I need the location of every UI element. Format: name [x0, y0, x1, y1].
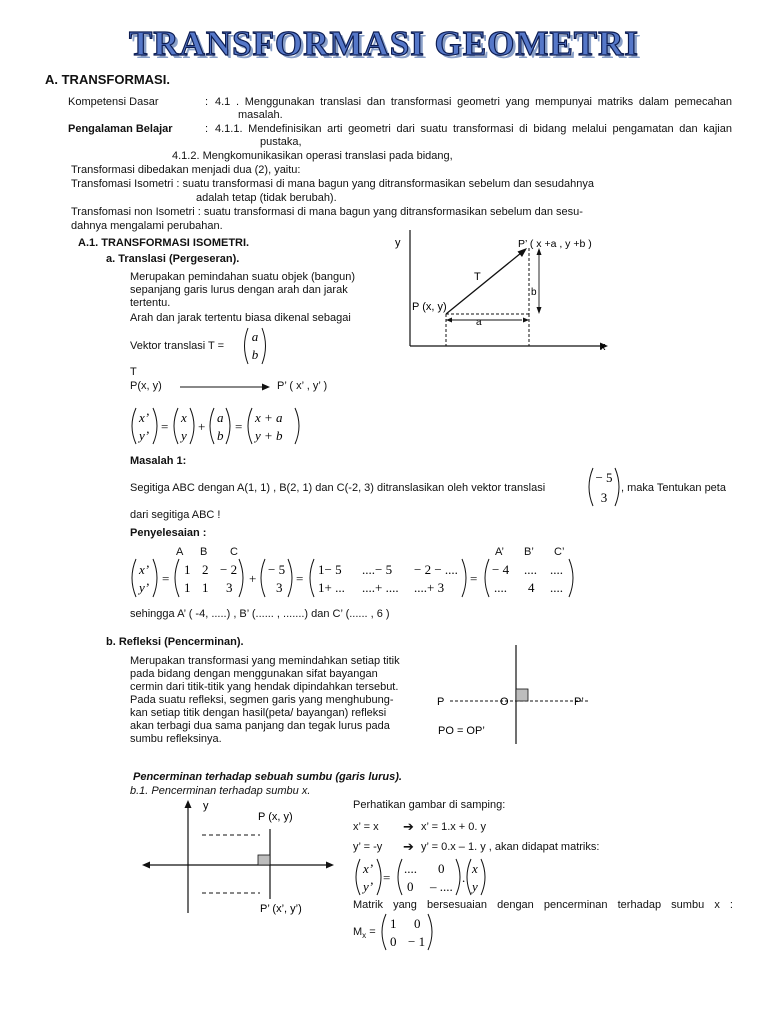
mm-r1c3: − 2	[220, 562, 238, 577]
section-heading: A. TRANSFORMASI.	[45, 72, 170, 87]
refleksi-text-3: cermin dari titik-titik yang hendak dipindahkan tersebut.	[130, 681, 399, 693]
hdr-C: C	[230, 546, 238, 558]
mm-s1c1: 1− 5	[318, 562, 342, 577]
intro-line4: Transfomasi non Isometri : suatu transformasi di mana bagun yang ditransformasikan sebelum dan sesu-	[71, 206, 583, 218]
mm-t2c2: 4	[528, 580, 535, 595]
refleksi-po-eq: PO = OP’	[438, 725, 485, 737]
masalah-heading: Masalah 1:	[130, 455, 187, 467]
refleksi-P2: P’	[574, 696, 584, 708]
mm-r2c3: 3	[226, 580, 233, 595]
refleksi-text-5: kan setiap titik dengan hasil(peta/ bayangan) refleksi	[130, 707, 387, 719]
mm-x1: x’	[139, 562, 150, 577]
masalah-matrix-equation	[128, 556, 578, 600]
arrow-icon: ➔	[403, 839, 414, 854]
sumbu-sub: b.1. Pencerminan terhadap sumbu x.	[130, 785, 311, 797]
arrow-icon: ➔	[403, 819, 414, 834]
translasi-text-1: Merupakan pemindahan suatu objek (bangun)	[130, 271, 356, 283]
mm-t1c1: − 4	[492, 562, 510, 577]
mm-t2c1: ....	[494, 580, 507, 595]
eq1-a: a	[217, 410, 224, 425]
mm-eq2: =	[296, 571, 304, 586]
mm-s2c1: 1+ ...	[318, 580, 345, 595]
masalah-text: Segitiga ABC dengan A(1, 1) , B(2, 1) dan C(-2, 3) ditranslasikan oleh vektor translasi	[130, 482, 546, 494]
sumbu-matrix-equation	[352, 856, 492, 898]
graph1-b-label: b	[531, 287, 537, 298]
mm-v1: − 5	[268, 562, 286, 577]
graph1-T-label: T	[474, 271, 481, 283]
translasi-heading: a. Translasi (Pergeseran).	[106, 253, 240, 265]
refleksi-heading: b. Refleksi (Pencerminan).	[106, 636, 244, 648]
eq1-xa: x + a	[255, 410, 283, 425]
hdr-A2: A’	[495, 546, 504, 558]
mm-y1: y’	[139, 580, 150, 595]
eq1-plus: +	[198, 419, 206, 434]
mapping-T: T	[130, 366, 137, 378]
mx-sub: x	[362, 931, 367, 941]
graph1-x-label: x	[600, 341, 606, 353]
mm-r2c2: 1	[202, 580, 209, 595]
sm-m11: ....	[404, 861, 417, 876]
hdr-B2: B’	[524, 546, 534, 558]
masalah-text-after: , maka Tentukan peta	[621, 482, 726, 494]
eq2-left: y’ = -y	[353, 841, 383, 853]
refleksi-O: O	[500, 696, 509, 708]
eq1-x: x	[181, 410, 187, 425]
mm-eq1: =	[162, 571, 170, 586]
mm-plus: +	[249, 571, 257, 586]
mm-r2c1: 1	[184, 580, 191, 595]
translasi-equation	[128, 404, 308, 448]
intro-line1: Transformasi dibedakan menjadi dua (2), yaitu:	[71, 164, 301, 176]
mx21: 0	[390, 934, 397, 949]
sm-m21: 0	[407, 879, 414, 894]
translasi-text-3: tertentu.	[130, 297, 171, 309]
eq1-b: b	[217, 428, 224, 443]
refleksi-text-6: akan terbagi dua sama panjang dan tegak lurus pada	[130, 720, 390, 732]
kd-line2: masalah.	[238, 109, 283, 121]
refleksi-text-2: pada bidang dengan menggunakan sifat bayangan	[130, 668, 378, 680]
masalah-vec-bot: 3	[600, 490, 608, 505]
eq1-x1: x’	[139, 410, 150, 425]
graph1-a-label: a	[476, 317, 482, 328]
kd-line1: 4.1 . Menggunakan translasi dan transformasi geometri yang mempunyai matriks dalam pemecahan	[215, 96, 732, 108]
mx-M: M	[353, 926, 363, 938]
pb-line1: 4.1.1. Mendefinisikan arti geometri dari suatu transformasi di bidang melalui pengamatan dan kajian	[215, 123, 732, 135]
mm-t1c3: ....	[550, 562, 563, 577]
refleksi-diagram	[430, 640, 605, 750]
eq1-yb: y + b	[255, 428, 283, 443]
isometri-heading: A.1. TRANSFORMASI ISOMETRI.	[78, 237, 250, 249]
sumbu-heading: Pencerminan terhadap sebuah sumbu (garis lurus).	[133, 771, 402, 783]
sm-dot: .	[462, 870, 466, 885]
refleksi-text	[130, 655, 420, 746]
perhatikan-text: Perhatikan gambar di samping:	[353, 799, 506, 811]
eq1-left: x’ = x	[353, 821, 379, 833]
intro-line2: Transfomasi Isometri : suatu transformasi di mana bagun yang ditransformasikan sebelum dan sesudahnya	[71, 178, 594, 190]
eq2-right: y’ = 0.x – 1. y , akan didapat matriks:	[421, 841, 600, 853]
mm-s2c2: ....+ ....	[362, 580, 399, 595]
refleksi-P: P	[437, 696, 445, 708]
mm-r1c2: 2	[202, 562, 209, 577]
mapping-from: P(x, y)	[130, 380, 162, 392]
graph1-P2-label: P’ ( x +a , y +b )	[518, 238, 592, 250]
pb-label: Pengalaman Belajar	[68, 123, 173, 135]
vektor-label: Vektor translasi T =	[130, 340, 225, 352]
kd-colon: :	[205, 96, 209, 108]
refleksi-text-4: Pada suatu refleksi, segmen garis yang menghubung-	[130, 694, 394, 706]
kd-label: Kompetensi Dasar	[68, 96, 159, 108]
mm-s2c3: ....+ 3	[414, 580, 445, 595]
mm-v2: 3	[276, 580, 283, 595]
mx-matrix	[378, 911, 438, 953]
sumbu-P-label: P (x, y)	[258, 811, 293, 823]
refleksi-text-1: Merupakan transformasi yang memindahkan setiap titik	[130, 655, 400, 667]
sm-y1: y’	[363, 879, 374, 894]
masalah-vec-top: − 5	[595, 470, 613, 485]
mx-label	[353, 926, 376, 940]
translasi-text-2: sepanjang garis lurus dengan arah dan jarak	[130, 284, 348, 296]
hdr-B: B	[200, 546, 208, 558]
intro-line3: adalah tetap (tidak berubah).	[196, 192, 337, 204]
sm-vx: x	[472, 861, 478, 876]
mx12: 0	[414, 916, 421, 931]
sumbu-x-diagram	[140, 795, 350, 925]
penyelesaian-label: Penyelesaian :	[130, 527, 207, 539]
intro-line5: dahnya mengalami perubahan.	[71, 220, 223, 232]
vector-a: a	[251, 329, 259, 344]
mm-t1c2: ....	[524, 562, 537, 577]
masalah-vector	[585, 465, 623, 509]
translation-vector-line	[446, 253, 521, 314]
mapping-to: P’ ( x’ , y’ )	[277, 380, 328, 392]
sm-m12: 0	[438, 861, 445, 876]
eq1-y1: y’	[139, 428, 150, 443]
mm-eq3: =	[470, 571, 478, 586]
graph1-P-label: P (x, y)	[412, 301, 447, 313]
hdr-A: A	[176, 546, 184, 558]
translasi-graph	[390, 228, 620, 368]
eq1-y: y	[181, 428, 187, 443]
hdr-C2: C’	[554, 546, 565, 558]
page-title: TRANSFORMASI GEOMETRI	[128, 24, 640, 63]
sm-vy: y	[472, 879, 478, 894]
mapping-arrow	[178, 381, 272, 393]
eq1-right: x’ = 1.x + 0. y	[421, 821, 487, 833]
sm-x1: x’	[363, 861, 374, 876]
translasi-text-4: Arah dan jarak tertentu biasa dikenal sebagai	[130, 312, 351, 324]
sehingga-line: sehingga A’ ( -4, .....) , B’ (...... , .......) dan C’ (...... , 6 )	[130, 608, 390, 620]
sumbu-y-label: y	[203, 800, 209, 812]
pb-line2: pustaka,	[260, 136, 302, 148]
mx-eq: =	[366, 926, 376, 938]
pb-colon: :	[205, 123, 209, 135]
matrik-text: Matrik yang bersesuaian dengan pencerminan terhadap sumbu x :	[353, 899, 733, 911]
refleksi-text-7: sumbu refleksinya.	[130, 733, 222, 745]
eq1-eq: =	[161, 419, 169, 434]
sumbu-P2-label: P’ (x’, y’)	[260, 903, 302, 915]
mm-r1c1: 1	[184, 562, 191, 577]
mm-s1c2: ....− 5	[362, 562, 393, 577]
masalah-text-2: dari segitiga ABC !	[130, 509, 221, 521]
vector-T	[240, 326, 270, 366]
sm-eq: =	[383, 870, 391, 885]
vector-b: b	[251, 347, 259, 362]
mm-s1c3: − 2 − ....	[414, 562, 458, 577]
eq1-eq2: =	[235, 419, 243, 434]
sm-m22: – ....	[430, 879, 453, 894]
right-angle-mark	[516, 689, 528, 701]
mx11: 1	[390, 916, 397, 931]
pb-line3: 4.1.2. Mengkomunikasikan operasi translasi pada bidang,	[172, 150, 453, 162]
graph1-y-label: y	[395, 237, 401, 249]
mx22: − 1	[408, 934, 426, 949]
mm-t2c3: ....	[550, 580, 563, 595]
